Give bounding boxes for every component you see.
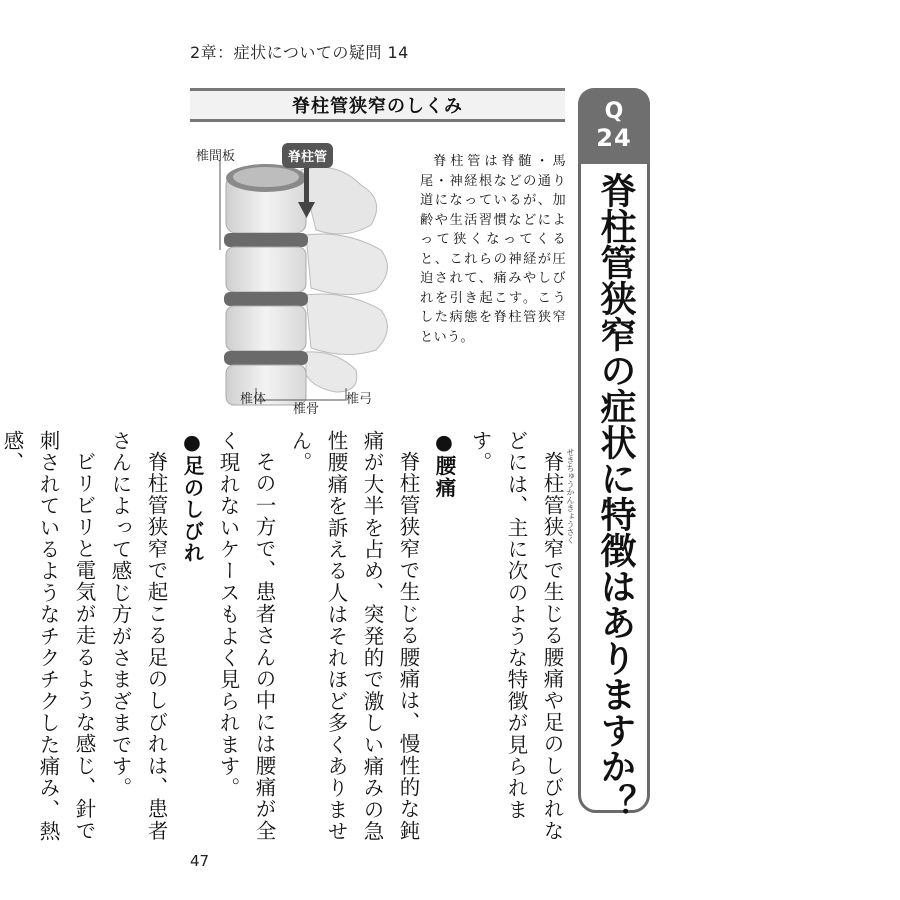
paragraph-low-back-pain-1: 脊柱管狭窄で生じる腰痛は、慢性的な鈍痛が大半を占め、突発的で激しい痛みの急性腰痛を訴える人はそれほど多くありません。 — [288, 430, 420, 843]
label-vertebra: 椎骨 — [293, 402, 320, 417]
heading-leg-numbness: ●足のしびれ — [180, 430, 204, 564]
diagram-title-text: 脊柱管狭窄のしくみ — [292, 96, 463, 117]
question-letter: Q — [604, 99, 624, 124]
paragraph-leg-numbness-2: ビリビリと電気が走るような感じ、針で刺されているようなチクチクした痛み、熱感、 — [0, 430, 96, 843]
heading-low-back-pain: ●腰痛 — [432, 430, 456, 499]
diagram-title — [190, 88, 565, 122]
paragraph-leg-numbness-1: 脊柱管狭窄で起こる足のしびれは、患者さんによって感じ方がさまざまです。 — [108, 430, 168, 842]
label-vertebral-arch: 椎弓 — [346, 392, 373, 407]
label-intervertebral-disc: 椎間板 — [196, 149, 236, 164]
body-text — [0, 430, 570, 850]
paragraph-low-back-pain-2: その一方で、患者さんの中には腰痛が全く現れないケースもよく見られます。 — [216, 430, 276, 842]
label-vertebral-body: 椎体 — [240, 392, 267, 407]
question-title: 脊柱管狭窄の症状に特徴はありますか？ — [595, 172, 636, 820]
furigana: せきちゅうかんきょうさく — [566, 448, 575, 544]
running-header: 2章：症状についての疑問 14 — [190, 43, 409, 62]
diagram-explanation: 脊柱管は脊髄・馬尾・神経根などの通り道になっているが、加齢や生活習慣などによって狭くなってくると、これらの神経が圧迫されて、痛みやしびれを引き起こす。こうした病態を脊柱管狭窄という。 — [420, 154, 566, 345]
spine-illustration — [196, 130, 416, 415]
page-number: 47 — [190, 852, 210, 870]
intro-paragraph: 脊柱管狭窄で生じる腰痛や足のしびれなどには、主に次のような特徴が見られます。 — [468, 430, 564, 842]
question-number-badge — [578, 88, 650, 164]
callout-spinal-canal: 脊柱管 — [282, 143, 333, 168]
question-number: 24 — [596, 124, 632, 152]
